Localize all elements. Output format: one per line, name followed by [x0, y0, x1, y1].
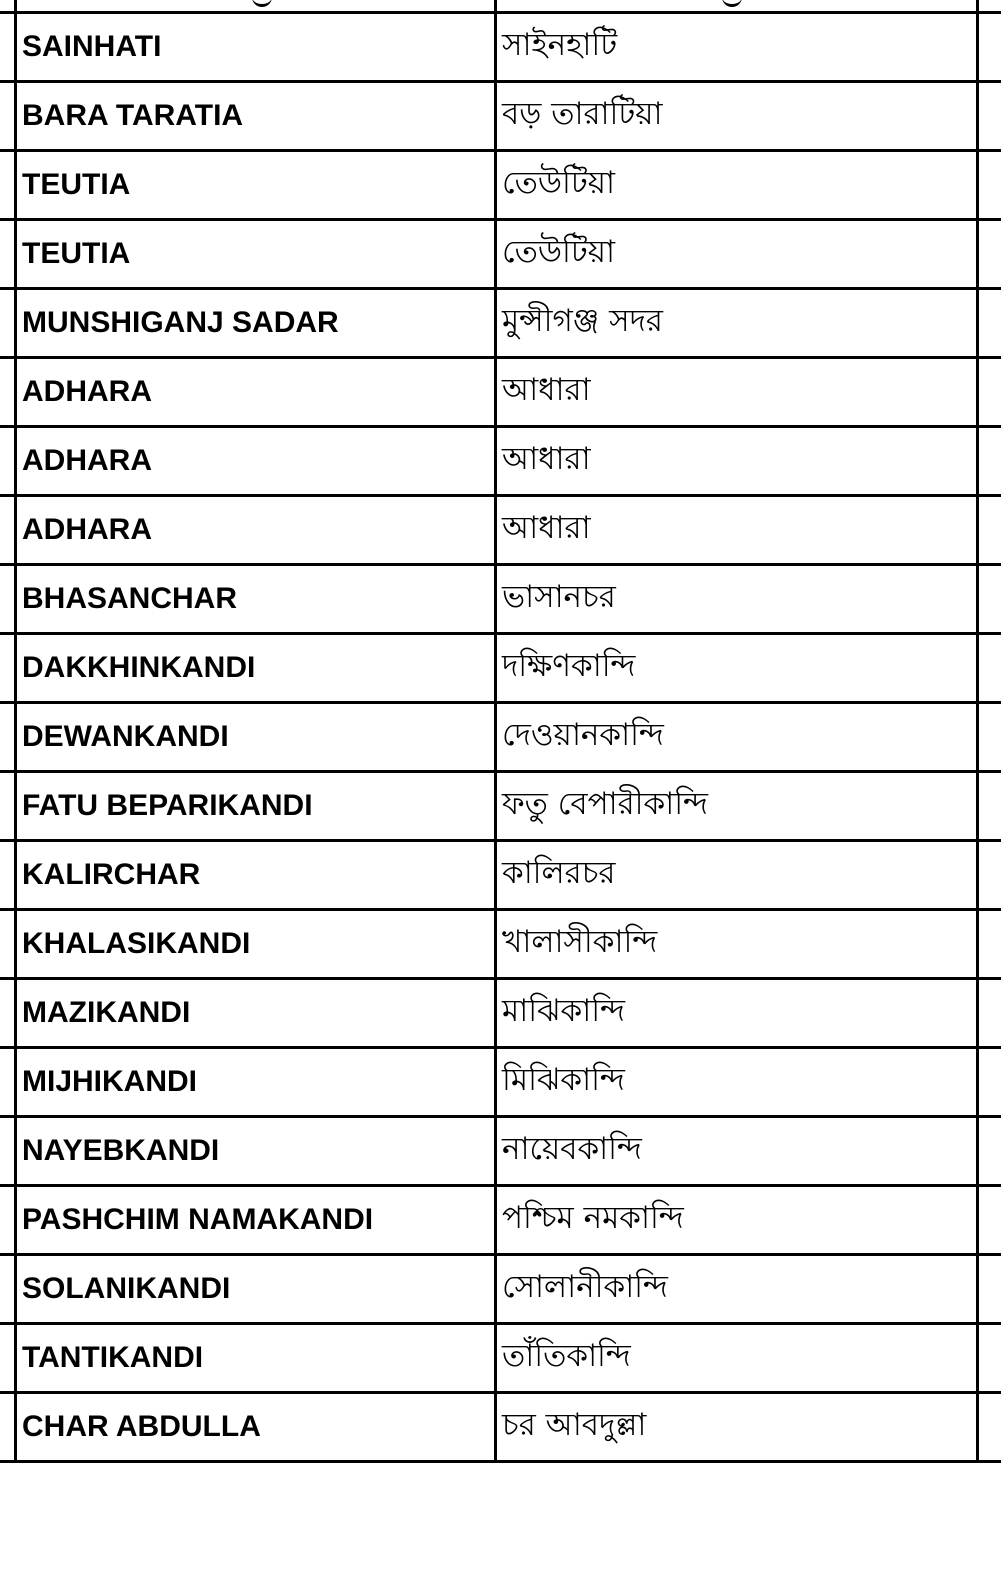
- english-name-cell: KHALASIKANDI: [22, 927, 251, 960]
- bengali-name-cell: মিঝিকান্দি: [502, 1062, 625, 1098]
- english-name-cell: BARA TARATIA: [22, 99, 244, 132]
- table-row: [0, 11, 1001, 80]
- bengali-name-cell: তেউটিয়া: [502, 234, 615, 270]
- table-row: [0, 839, 1001, 908]
- table-row: [0, 908, 1001, 977]
- bengali-name-cell: ভাসানচর: [502, 579, 616, 615]
- english-name-cell: DEWANKANDI: [22, 720, 229, 753]
- table-row: [0, 149, 1001, 218]
- table-body: [0, 11, 1001, 1463]
- bengali-name-cell: নায়েবকান্দি: [502, 1131, 642, 1167]
- bengali-name-cell: তাঁতিকান্দি: [502, 1338, 631, 1374]
- column-border-middle: [494, 0, 497, 1461]
- column-border-right: [976, 0, 979, 1461]
- bengali-name-cell: সোলানীকান্দি: [502, 1269, 668, 1305]
- bengali-name-cell: কালিরচর: [502, 855, 616, 891]
- table-row: [0, 1115, 1001, 1184]
- table-row: [0, 425, 1001, 494]
- english-name-cell: FATU BEPARIKANDI: [22, 789, 313, 822]
- bengali-name-cell: খালাসীকান্দি: [502, 924, 658, 960]
- table-row: [0, 701, 1001, 770]
- table-row: [0, 218, 1001, 287]
- table-row: [0, 977, 1001, 1046]
- table-row: [0, 632, 1001, 701]
- english-name-cell: TEUTIA: [22, 168, 131, 201]
- bengali-name-cell: সাইনহাটি: [502, 27, 618, 63]
- bengali-name-cell: তেউটিয়া: [502, 165, 615, 201]
- bengali-name-cell: পশ্চিম নমকান্দি: [502, 1200, 684, 1236]
- table-row: [0, 1253, 1001, 1322]
- bengali-name-cell: চর আবদুল্লা: [502, 1407, 647, 1443]
- bengali-name-cell: দেওয়ানকান্দি: [502, 717, 664, 753]
- table-row: [0, 1184, 1001, 1253]
- bengali-name-cell: মাঝিকান্দি: [502, 993, 625, 1029]
- table-row: [0, 287, 1001, 356]
- bengali-name-cell: ফতু বেপারীকান্দি: [502, 786, 708, 822]
- bengali-name-cell: আধারা: [502, 510, 591, 546]
- table-row: [0, 770, 1001, 839]
- english-name-cell: MUNSHIGANJ SADAR: [22, 306, 339, 339]
- table-row: [0, 356, 1001, 425]
- header-glyph-fragment: [252, 0, 272, 7]
- english-name-cell: TANTIKANDI: [22, 1341, 204, 1374]
- english-name-cell: MAZIKANDI: [22, 996, 191, 1029]
- table-row: [0, 494, 1001, 563]
- english-name-cell: MIJHIKANDI: [22, 1065, 198, 1098]
- english-name-cell: BHASANCHAR: [22, 582, 237, 615]
- bengali-name-cell: আধারা: [502, 372, 591, 408]
- table-row: [0, 1322, 1001, 1391]
- english-name-cell: SOLANIKANDI: [22, 1272, 231, 1305]
- english-name-cell: DAKKHINKANDI: [22, 651, 256, 684]
- bengali-name-cell: দক্ষিণকান্দি: [502, 648, 636, 684]
- english-name-cell: ADHARA: [22, 375, 152, 408]
- english-name-cell: TEUTIA: [22, 237, 131, 270]
- english-name-cell: ADHARA: [22, 444, 152, 477]
- table-row: [0, 1391, 1001, 1463]
- english-name-cell: CHAR ABDULLA: [22, 1410, 261, 1443]
- english-name-cell: NAYEBKANDI: [22, 1134, 220, 1167]
- english-name-cell: KALIRCHAR: [22, 858, 201, 891]
- bengali-name-cell: আধারা: [502, 441, 591, 477]
- bengali-name-cell: মুন্সীগঞ্জ সদর: [502, 303, 663, 339]
- english-name-cell: PASHCHIM NAMAKANDI: [22, 1203, 374, 1236]
- english-name-cell: SAINHATI: [22, 30, 162, 63]
- english-name-cell: ADHARA: [22, 513, 152, 546]
- table-row: [0, 563, 1001, 632]
- table-row: [0, 1046, 1001, 1115]
- header-glyph-fragment: [722, 0, 742, 7]
- column-border-left: [14, 0, 17, 1461]
- bengali-name-cell: বড় তারাটিয়া: [502, 96, 663, 132]
- table-row: [0, 80, 1001, 149]
